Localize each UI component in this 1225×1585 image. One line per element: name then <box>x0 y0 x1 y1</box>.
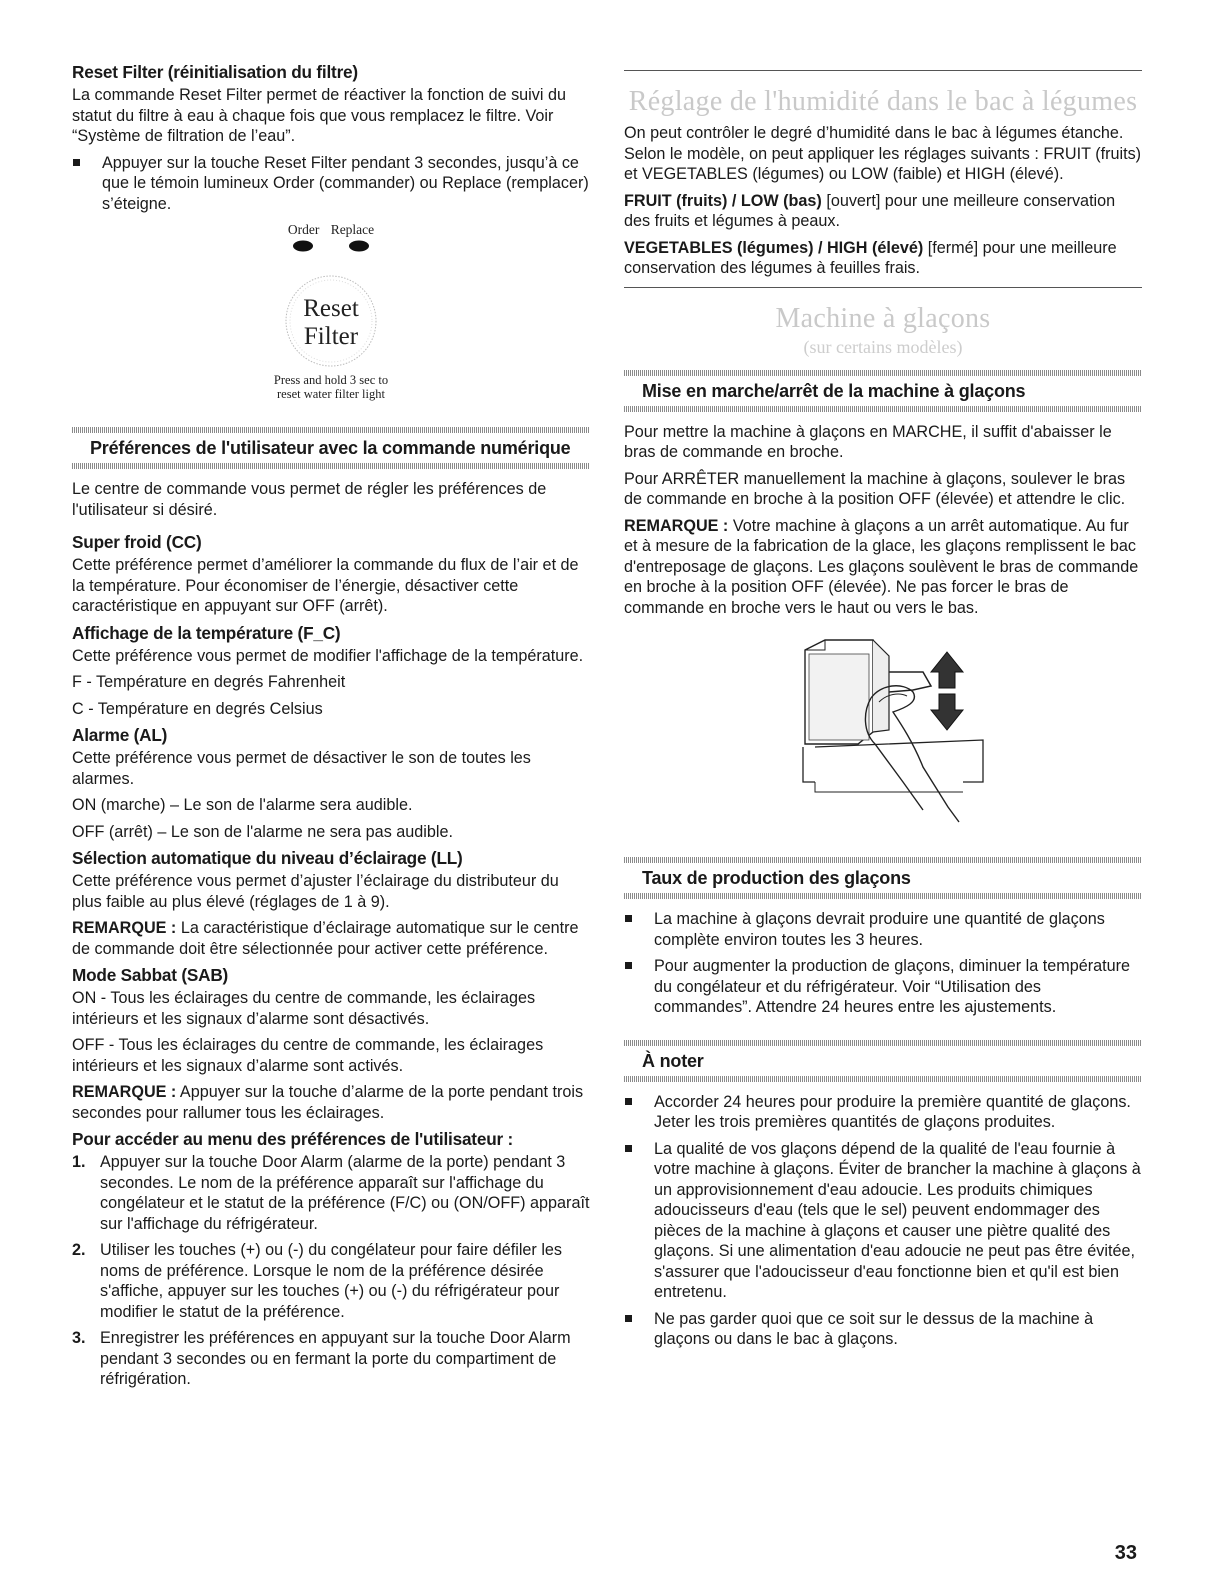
press-hold-note-line1: Press and hold 3 sec to <box>273 373 389 387</box>
list-item: La machine à glaçons devrait produire une quantité de glaçons complète environ toutes les 3 heures. <box>624 909 1142 950</box>
noter-list <box>624 1092 1142 1350</box>
lamp-label-order: Order <box>287 222 320 237</box>
press-hold-note <box>72 373 590 401</box>
alarme-off: OFF (arrêt) – Le son de l'alarme ne sera pas audible. <box>72 822 453 841</box>
reset-filter-heading: Reset Filter (réinitialisation du filtre) <box>72 62 358 82</box>
affichage-c: C - Température en degrés Celsius <box>72 699 323 718</box>
ice-maker-illustration <box>763 632 1003 842</box>
replace-lamp-icon <box>349 241 369 252</box>
machine-title: Machine à glaçons <box>775 302 991 334</box>
right-column <box>624 70 1142 1358</box>
remark-label: REMARQUE : <box>72 1083 177 1101</box>
humidite-fruit <box>624 191 1142 232</box>
prefs-intro: Le centre de commande vous permet de régler les préférences de l'utilisateur si désiré. <box>72 480 547 519</box>
remark-label: REMARQUE : <box>624 516 729 535</box>
step-text: Enregistrer les préférences en appuyant sur la touche Door Alarm pendant 3 secondes ou en fermant la porte du compartiment de réfrigération. <box>100 1329 571 1388</box>
super-froid-text: Cette préférence permet d’améliorer la commande du flux de l’air et de la température. Pour économiser de l’énergie, désactiver cette caractéristique en appuyant sur OFF (arrêt). <box>72 556 579 615</box>
veg-text: [fermé] pour une meilleure conservation des légumes à feuilles frais. <box>624 238 1117 277</box>
veg-label: VEGETABLES (légumes) / HIGH (élevé) <box>624 238 924 257</box>
step-item <box>72 1152 590 1234</box>
list-item: Ne pas garder quoi que ce soit sur le dessus de la machine à glaçons ou dans le bac à glaçons. <box>624 1309 1142 1350</box>
alarme-on: ON (marche) – Le son de l'alarme sera audible. <box>72 796 413 814</box>
divider <box>624 287 1142 288</box>
page-number: 33 <box>1114 1542 1137 1564</box>
step-number: 2. <box>72 1241 86 1259</box>
eclairage-text: Cette préférence vous permet d’ajuster l’éclairage du distributeur du plus faible au plus élevé (réglages de 1 à 9). <box>72 872 559 911</box>
taux-list <box>624 909 1142 1018</box>
affichage-heading: Affichage de la température (F_C) <box>72 622 341 643</box>
eclairage-heading: Sélection automatique du niveau d’éclairage (LL) <box>72 848 463 868</box>
machine-p2: Pour ARRÊTER manuellement la machine à glaçons, soulever le bras de commande en broche à la position OFF (élevée) et attendre le clic. <box>624 469 1126 508</box>
sabbat-on: ON - Tous les éclairages du centre de commande, les éclairages intérieurs et les signaux d’alarme sont désactivés. <box>72 989 536 1028</box>
humidite-intro: On peut contrôler le degré d’humidité dans le bac à légumes étanche. Selon le modèle, on peut appliquer les réglages suivants : FRUIT (fruits) et VEGETABLES (légumes) ou LOW (faible) et HIGH (élevé). <box>624 124 1142 183</box>
noter-box-title: À noter <box>642 1050 704 1071</box>
machine-box-title: Mise en marche/arrêt de la machine à glaçons <box>642 380 1026 401</box>
fruit-text: [ouvert] pour une meilleure conservation des fruits et légumes à peaux. <box>624 191 1116 230</box>
taux-box-title: Taux de production des glaçons <box>642 868 911 888</box>
reset-filter-list <box>72 153 590 215</box>
list-item: La qualité de vos glaçons dépend de la qualité de l'eau fournie à votre machine à glaçons. Éviter de brancher la machine à glaçons à un approvisionnement d'eau adoucie. Les produits chimiques adoucisseurs d'eau (tels que le sel) peuvent endommager des pièces de la machine à glaçons et causer une piètre qualité des glaçons. Si une alimentation d'eau adoucie ne peut pas être évitée, s'assurer que l'adoucisseur d'eau fonctionne bien et qu'il est bien entretenu. <box>624 1139 1142 1303</box>
fruit-label: FRUIT (fruits) / LOW (bas) <box>624 191 822 210</box>
list-item: Accorder 24 heures pour produire la première quantité de glaçons. Jeter les trois premières quantités de glaçons produites. <box>624 1092 1142 1133</box>
alarme-heading: Alarme (AL) <box>72 725 168 745</box>
affichage-f: F - Température en degrés Fahrenheit <box>72 673 346 691</box>
affichage-text: Cette préférence vous permet de modifier l'affichage de la température. <box>72 646 584 665</box>
reset-filter-intro: La commande Reset Filter permet de réactiver la fonction de suivi du statut du filtre à eau à chaque fois que vous remplacez le filtre. Voir “Système de filtration de l’eau”. <box>72 86 566 145</box>
step-text: Utiliser les touches (+) ou (-) du congélateur pour faire défiler les noms de préférence. Lorsque le nom de la préférence désirée s'affiche, appuyer sur les touches (+) ou (-) du réfrigérateur pour modifier le statut de la préférence. <box>100 1241 563 1321</box>
machine-remark <box>624 516 1142 619</box>
super-froid-heading: Super froid (CC) <box>72 532 202 552</box>
remark-label: REMARQUE : <box>72 919 177 937</box>
divider <box>624 70 1142 71</box>
sabbat-off: OFF - Tous les éclairages du centre de commande, les éclairages intérieurs et les signaux d’alarme sont activés. <box>72 1036 544 1075</box>
taux-box-header <box>624 857 1142 899</box>
step-item <box>72 1240 590 1322</box>
acceder-heading: Pour accéder au menu des préférences de l'utilisateur : <box>72 1129 514 1149</box>
humidite-title: Réglage de l'humidité dans le bac à légumes <box>628 86 1138 117</box>
prefs-box-header <box>72 427 590 469</box>
humidite-veg <box>624 238 1142 279</box>
left-column <box>72 62 590 1396</box>
remark-text: Votre machine à glaçons a un arrêt automatique. Au fur et à mesure de la fabrication de la glace, les glaçons remplissent le bac d'entreposage de glaçons. Les glaçons soulèvent le bras de commande en broche à la position OFF (élevée). Ne pas forcer le bras de commande en broche vers le haut ou vers le bas. <box>624 516 1139 617</box>
eclairage-remark <box>72 918 590 959</box>
alarme-text: Cette préférence vous permet de désactiver le son de toutes les alarmes. <box>72 749 531 788</box>
remark-text: Appuyer sur la touche d’alarme de la porte pendant trois secondes pour rallumer tous les éclairages. <box>72 1083 584 1122</box>
machine-subtitle: (sur certains modèles) <box>803 336 963 357</box>
reset-filter-button-graphic <box>271 238 391 368</box>
step-item <box>72 1328 590 1390</box>
press-hold-note-line2: reset water filter light <box>277 387 385 401</box>
machine-box-header <box>624 370 1142 412</box>
step-number: 1. <box>72 1153 86 1171</box>
step-number: 3. <box>72 1329 86 1347</box>
arrow-up-icon <box>931 652 963 688</box>
lamp-label-replace: Replace <box>330 222 375 237</box>
arrow-down-icon <box>931 694 963 730</box>
button-text-filter: Filter <box>303 323 359 350</box>
order-lamp-icon <box>293 241 313 252</box>
button-text-reset: Reset <box>303 295 359 322</box>
lamp-labels <box>72 222 590 238</box>
reset-filter-figure <box>72 222 590 401</box>
sabbat-remark <box>72 1082 590 1123</box>
ice-maker-figure <box>624 632 1142 847</box>
remark-text: La caractéristique d’éclairage automatique sur le centre de commande doit être sélectionnée pour activer cette préférence. <box>72 919 579 958</box>
prefs-box-title: Préférences de l'utilisateur avec la commande numérique <box>90 438 571 458</box>
noter-box-header <box>624 1040 1142 1082</box>
acceder-steps <box>72 1152 590 1390</box>
list-item: Pour augmenter la production de glaçons, diminuer la température du congélateur et du réfrigérateur. Voir “Utilisation des commandes”. Attendre 24 heures entre les ajustements. <box>624 956 1142 1018</box>
sabbat-heading: Mode Sabbat (SAB) <box>72 965 229 985</box>
step-text: Appuyer sur la touche Door Alarm (alarme de la porte) pendant 3 secondes. Le nom de la préférence apparaît sur l'affichage du congélateur et le statut de la préférence (F/C) ou (ON/OFF) apparaît sur l'affichage du réfrigérateur. <box>100 1153 590 1233</box>
machine-p1: Pour mettre la machine à glaçons en MARCHE, il suffit d'abaisser le bras de commande en broche. <box>624 422 1112 461</box>
reset-filter-bullet: Appuyer sur la touche Reset Filter pendant 3 secondes, jusqu’à ce que le témoin lumineux Order (commander) ou Replace (remplacer) s’éteigne. <box>72 153 590 215</box>
